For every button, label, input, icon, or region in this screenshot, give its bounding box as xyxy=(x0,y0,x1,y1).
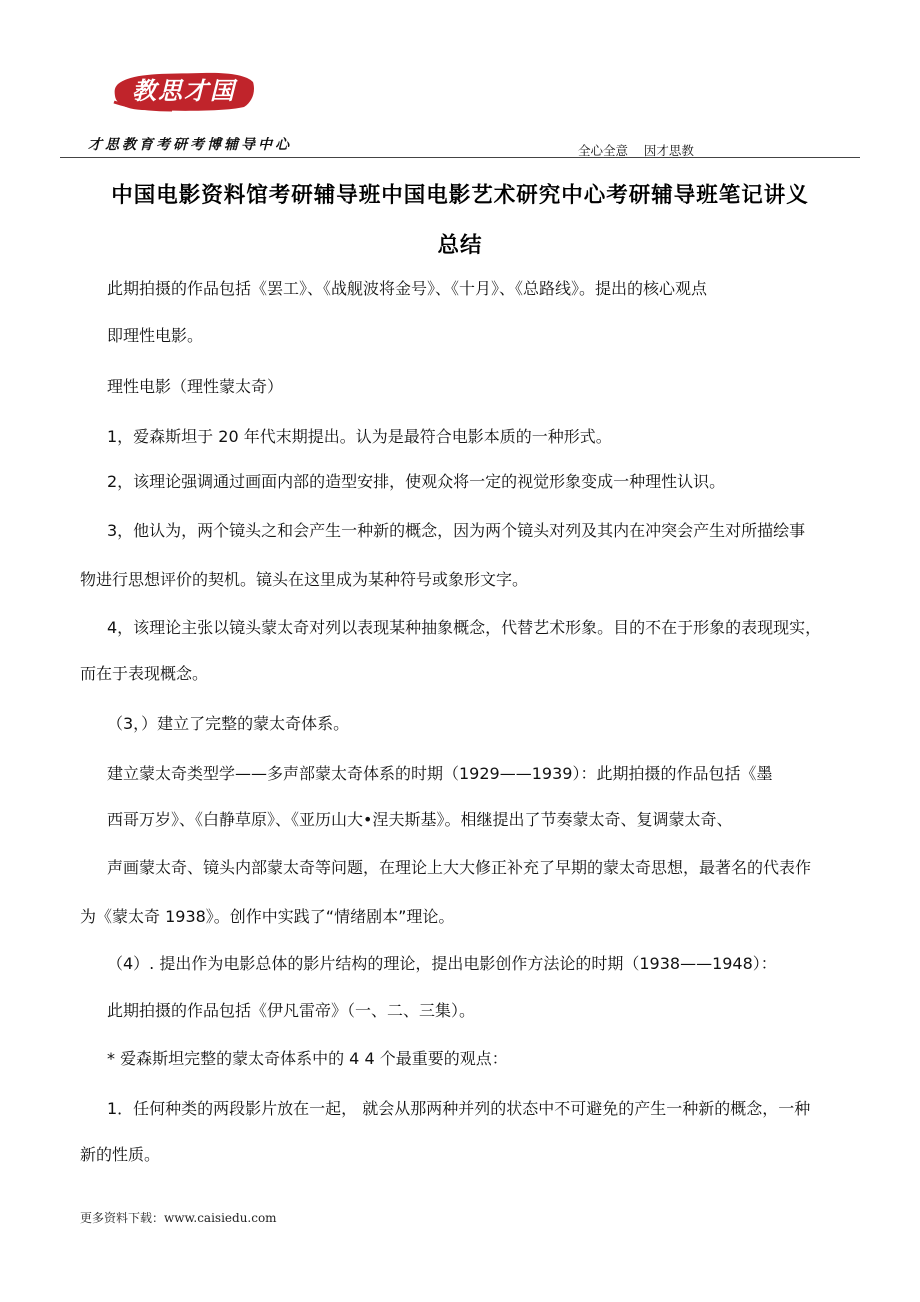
paragraph-line: 此期拍摄的作品包括《罢工》、《战舰波将金号》、《十月》、《总路线》。提出的核心观点 xyxy=(107,279,708,298)
paragraph-line: 1，爱森斯坦于 20 年代末期提出。认为是最符合电影本质的一种形式。 xyxy=(107,427,612,446)
paragraph-line: 为《蒙太奇 1938》。创作中实践了“情绪剧本”理论。 xyxy=(80,907,455,926)
section-heading: 理性电影（理性蒙太奇） xyxy=(107,377,284,396)
document-title-continued: 总结 xyxy=(437,233,483,258)
section-heading: （3，）建立了完整的蒙太奇体系。 xyxy=(107,714,350,733)
paragraph-line: 建立蒙太奇类型学——多声部蒙太奇体系的时期（1929——1939）：此期拍摄的作品包括《墨 xyxy=(107,764,773,783)
paragraph-line: 新的性质。 xyxy=(80,1145,161,1164)
paragraph-line: 1．任何种类的两段影片放在一起， 就会从那两种并列的状态中不可避免的产生一种新的概念，一种 xyxy=(107,1099,811,1118)
document-title: 中国电影资料馆考研辅导班中国电影艺术研究中心考研辅导班笔记讲义 xyxy=(111,183,809,208)
paragraph-line: 西哥万岁》、《白静草原》、《亚历山大•涅夫斯基》。相继提出了节奏蒙太奇、复调蒙太奇、 xyxy=(107,810,733,829)
paragraph-line: 此期拍摄的作品包括《伊凡雷帝》（一、二、三集）。 xyxy=(107,1001,476,1020)
paragraph-line: 3，他认为，两个镜头之和会产生一种新的概念，因为两个镜头对列及其内在冲突会产生对所描绘事 xyxy=(107,521,806,540)
header-divider xyxy=(60,157,860,158)
logo-text: 教思才国 xyxy=(132,76,236,105)
logo xyxy=(112,66,257,116)
organization-name: 才思教育考研考博辅导中心 xyxy=(88,137,292,153)
footer-download-link[interactable]: 更多资料下载：www.caisiedu.com xyxy=(80,1211,277,1225)
paragraph-line: * 爱森斯坦完整的蒙太奇体系中的 4 4 个最重要的观点： xyxy=(107,1049,508,1068)
logo-brush-banner xyxy=(112,66,257,116)
paragraph-line: 而在于表现概念。 xyxy=(80,664,209,683)
paragraph-line: 即理性电影。 xyxy=(107,326,204,345)
paragraph-line: 4，该理论主张以镜头蒙太奇对列以表现某种抽象概念，代替艺术形象。目的不在于形象的表现现实， xyxy=(107,618,822,637)
header-slogan: 全心全意 因才思教 xyxy=(578,143,694,158)
section-heading: （4）. 提出作为电影总体的影片结构的理论，提出电影创作方法论的时期（1938——1948）： xyxy=(107,954,777,973)
paragraph-line: 2，该理论强调通过画面内部的造型安排，使观众将一定的视觉形象变成一种理性认识。 xyxy=(107,472,726,491)
paragraph-line: 声画蒙太奇、镜头内部蒙太奇等问题，在理论上大大修正补充了早期的蒙太奇思想，最著名的代表作 xyxy=(107,858,812,877)
paragraph-line: 物进行思想评价的契机。镜头在这里成为某种符号或象形文字。 xyxy=(80,570,529,589)
